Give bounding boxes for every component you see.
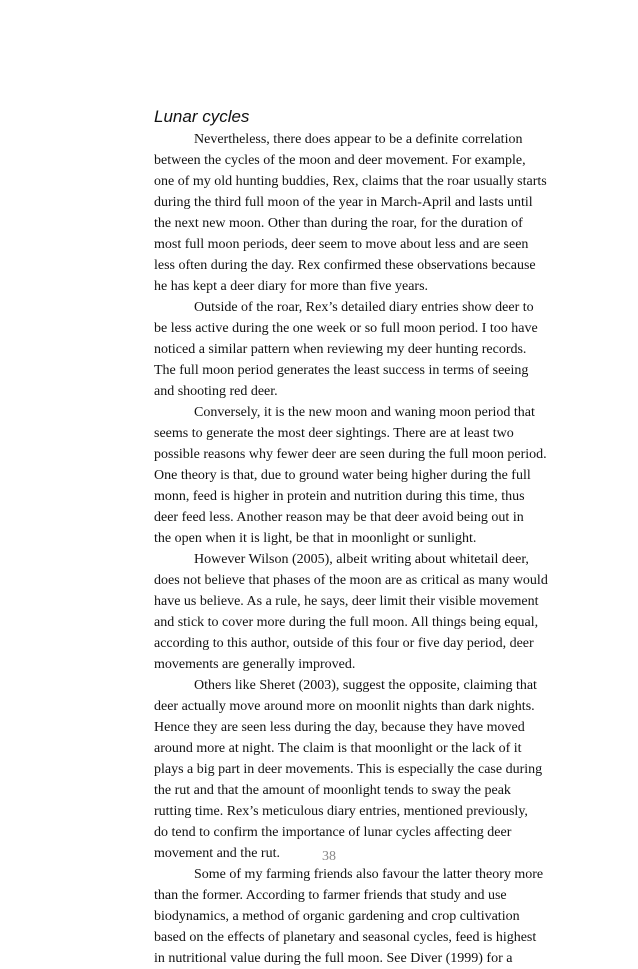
section-heading: Lunar cycles [154, 107, 250, 126]
text-line: The full moon period generates the least success in terms of seeing [154, 363, 529, 378]
page-number: 38 [322, 849, 336, 864]
text-line: movement and the rut. [154, 846, 280, 861]
text-line: Nevertheless, there does appear to be a definite correlation [194, 132, 523, 147]
text-line: and stick to cover more during the full moon. All things being equal, [154, 615, 539, 630]
text-line: Outside of the roar, Rex’s detailed diary entries show deer to [194, 300, 534, 315]
text-line: noticed a similar pattern when reviewing my deer hunting records. [154, 342, 527, 357]
text-line: during the third full moon of the year in March-April and lasts until [154, 195, 533, 210]
text-line: in nutritional value during the full moon. See Diver (1999) for a [154, 951, 513, 966]
text-line: based on the effects of planetary and seasonal cycles, feed is highest [154, 930, 537, 945]
text-line: does not believe that phases of the moon are as critical as many would [154, 573, 548, 588]
text-line: the next new moon. Other than during the roar, for the duration of [154, 216, 523, 231]
text-line: Some of my farming friends also favour the latter theory more [194, 867, 544, 882]
text-line: the rut and that the amount of moonlight tends to sway the peak [154, 783, 511, 798]
text-line: around more at night. The claim is that moonlight or the lack of it [154, 741, 522, 756]
text-line: do tend to confirm the importance of lunar cycles affecting deer [154, 825, 512, 840]
text-line: Conversely, it is the new moon and waning moon period that [194, 405, 535, 420]
text-line: be less active during the one week or so full moon period. I too have [154, 321, 538, 336]
text-line: deer feed less. Another reason may be that deer avoid being out in [154, 510, 524, 525]
text-line: plays a big part in deer movements. This is especially the case during [154, 762, 543, 777]
text-line: less often during the day. Rex confirmed these observations because [154, 258, 536, 273]
text-line: most full moon periods, deer seem to move about less and are seen [154, 237, 529, 252]
text-line: seems to generate the most deer sightings. There are at least two [154, 426, 514, 441]
text-line: One theory is that, due to ground water being higher during the full [154, 468, 531, 483]
text-line: between the cycles of the moon and deer movement. For example, [154, 153, 526, 168]
text-line: monn, feed is higher in protein and nutrition during this time, thus [154, 489, 525, 504]
body-text [154, 129, 548, 969]
text-line: Others like Sheret (2003), suggest the opposite, claiming that [194, 678, 537, 693]
text-line: possible reasons why fewer deer are seen during the full moon period. [154, 447, 547, 462]
text-line: Hence they are seen less during the day, because they have moved [154, 720, 525, 735]
text-line: and shooting red deer. [154, 384, 278, 399]
text-line: one of my old hunting buddies, Rex, claims that the roar usually starts [154, 174, 547, 189]
text-line: rutting time. Rex’s meticulous diary entries, mentioned previously, [154, 804, 528, 819]
text-line: he has kept a deer diary for more than five years. [154, 279, 429, 294]
text-line: biodynamics, a method of organic gardening and crop cultivation [154, 909, 520, 924]
text-line: have us believe. As a rule, he says, deer limit their visible movement [154, 594, 539, 609]
text-line: deer actually move around more on moonlit nights than dark nights. [154, 699, 535, 714]
text-line: the open when it is light, be that in moonlight or sunlight. [154, 531, 477, 546]
text-line: movements are generally improved. [154, 657, 356, 672]
text-line: However Wilson (2005), albeit writing about whitetail deer, [194, 552, 529, 567]
text-line: than the former. According to farmer friends that study and use [154, 888, 507, 903]
text-line: according to this author, outside of this four or five day period, deer [154, 636, 534, 651]
